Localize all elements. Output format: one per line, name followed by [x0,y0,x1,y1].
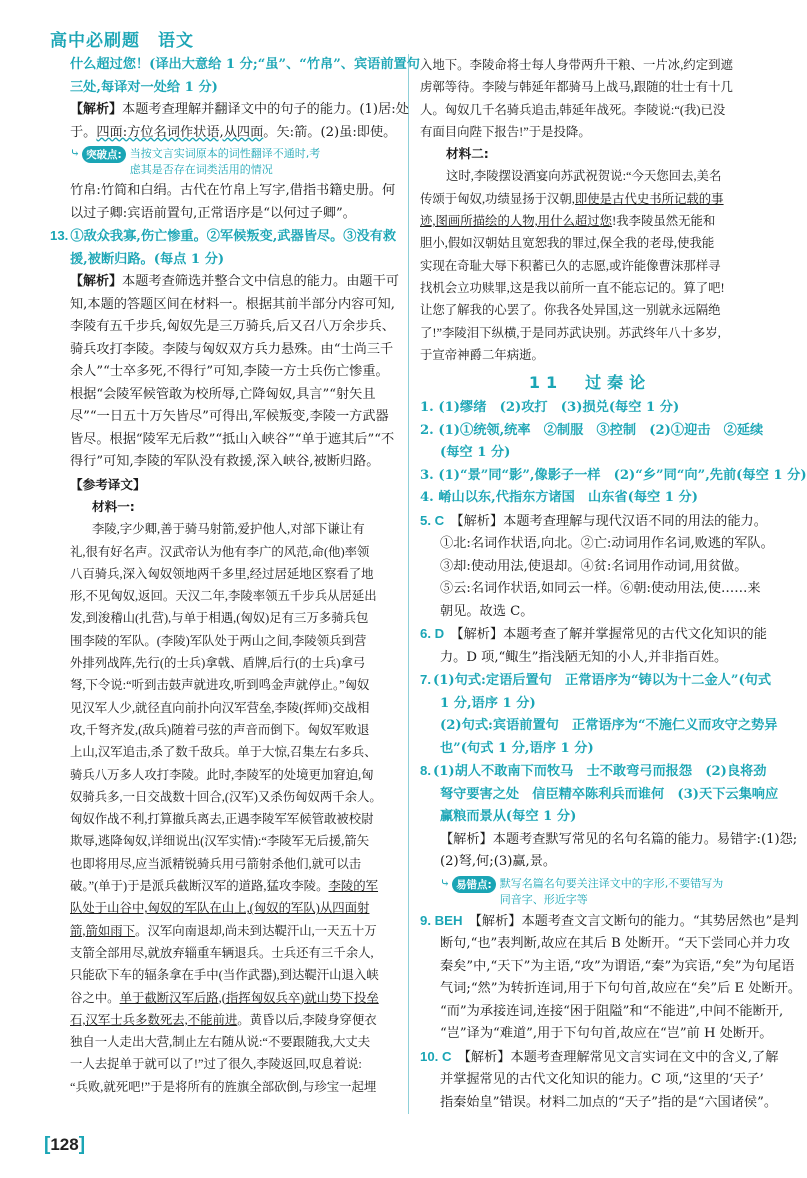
analysis-12-line: 竹帛:竹简和白绢。古代在竹帛上写字,借指书籍史册。何 [70,183,396,198]
analysis-13-line: 【解析】本题考查筛选并整合文中信息的能力。由题干可 [70,274,399,289]
translation-line: 独自一人走出大营,制止左右随从说:“不要跟随我,大丈夫 [70,1035,371,1050]
translation-line: 八百骑兵,深入匈奴领地两千多里,经过居延地区察看了地 [70,566,374,581]
answer-6: 6. D 【解析】本题考查了解并掌握常见的古代文化知识的能 [420,626,767,643]
translation-line: 发,到浚稽山(扎营),与单于相遇,(匈奴)足有三万多骑兵包 [70,611,369,626]
translation-line: 箭,箭如雨下。汉军向南退却,尚未到达鞮汗山,一天五十万 [70,923,377,938]
analysis-9-line: “而”为承接连词,连接“困于阻隘”和“不能进”,中间不能断开, [440,1003,784,1019]
translation-line: 外排列战阵,先行(的士兵)拿戟、盾牌,后行(的士兵)拿弓 [70,656,366,671]
translation-line: 找机会立功赎罪,这是我以前所一直不能忘记的。算了吧! [420,280,725,295]
arrow-icon: ⤷ [70,146,81,160]
translation-line: 队处于山谷中,匈奴的军队在山上,(匈奴的军队)从四面射 [70,901,370,916]
answer-8: 8. (1)胡人不敢南下而牧马 士不敢弯弓而报怨 (2)良将劲 [420,763,767,780]
analysis-13-line: 皆尽。根据“陵军无后救”“抵山入峡谷”“单于遮其后”“不 [70,431,395,447]
translation-line: 欺辱,逃降匈奴,详细说出(汉军实情):“李陵军无后援,箭矢 [70,834,370,849]
page-header-title: 高中必刷题 语文 [50,31,194,51]
translation-line: 传颂于匈奴,功绩显扬于汉朝,即使是古代史书所记载的事 [420,191,724,206]
tip-box-breakthrough: ⤷ 突破点: 当按文言实词原本的词性翻译不通时,考 虑其是否存在词类活用的情况 [70,146,321,176]
answer-7-line: 也”(句式 1 分,语序 1 分) [440,740,594,756]
translation-line: 石,汉军士兵多数死去,不能前进。黄昏以后,李陵身穿便衣 [70,1012,377,1027]
translation-line: 上山,汉军追击,杀了数千敌兵。单于大惊,召集左右多兵、 [70,745,377,760]
analysis-9-line: 断句,“也”表判断,故应在其后 B 处断开。“天下尝同心并力攻 [440,936,790,952]
translation-line: 骑兵八万多人攻打李陵。此时,李陵军的处境更加窘迫,匈 [70,767,374,782]
answer-8-line: 弩守要害之处 信臣精卒陈利兵而谁何 (3)天下云集响应 [440,786,779,802]
translation-line: 让您了解我的心罢了。你我各处异国,这一别就永远隔绝 [420,303,721,318]
analysis-9-line: 秦矣”中,“天下”为主语,“攻”为谓语,“秦”为宾语,“矣”为句尾语 [440,958,795,974]
answer-7-line: 1 分,语序 1 分) [440,695,536,711]
analysis-10-line: 并掌握常见的古代文化知识的能力。C 项,“这里的‘天子’ [440,1072,764,1088]
translation-line: 人。匈奴几千名骑兵追击,韩延年战死。李陵说:“(我)已没 [420,102,726,117]
reference-translation-title: 【参考译文】 [70,476,146,492]
translation-line: 攻,千弩齐发,(敌兵)随着弓弦的声音而倒下。匈奴军败退 [70,722,370,737]
translation-line: 胆小,假如汉朝姑且宽恕我的罪过,保全我的老母,使我能 [420,236,715,251]
analysis-5-line: ③却:使动用法,使退却。④贫:名词用作动词,用贫做。 [440,558,748,574]
analysis-13-line: 知,本题的答题区间在材料一。根据其前半部分内容可知, [70,296,395,312]
analysis-12-line: 以过子卿:宾语前置句,正常语序是“以何过子卿”。 [70,205,356,221]
translation-line: 虏鄣等待。李陵与韩延年都骑马上战马,跟随的壮士有十几 [420,80,733,95]
arrow-icon: ⤷ [440,875,451,890]
analysis-tag: 【解析】 [70,102,123,117]
analysis-13-line: 骑兵攻打李陵。李陵与匈奴双方兵力悬殊。由“士尚三千 [70,341,394,357]
section-title: 11 过秦论 [528,373,652,393]
column-divider [408,54,409,1114]
material-2-title: 材料二: [446,146,489,162]
answer-3: 3. (1)“景”同“影”,像影子一样 (2)“乡”同“向”,先前(每空 1 分) [420,467,807,483]
analysis-13-line: 得行”可知,李陵的军队没有救援,深入峡谷,被断归路。 [70,454,380,469]
translation-line: 围李陵的军队。(李陵)军队处于两山之间,李陵领兵到营 [70,633,367,648]
analysis-12-line: 【解析】本题考查理解并翻译文中的句子的能力。(1)居:处 [70,102,409,117]
translation-line: 也即将用尽,应当派精锐骑兵用弓箭射杀他们,就可以击 [70,856,362,871]
answer-2-scoring: (每空 1 分) [440,445,511,461]
analysis-6-line: 力。D 项,“鲰生”指浅陋无知的小人,并非指百姓。 [440,649,728,665]
answer-2: 2. (1)①统领,统率 ②制服 ③控制 (2)①迎击 ②延续 [420,422,764,438]
translation-line: 这时,李陵摆设酒宴向苏武祝贺说:“今天您回去,美名 [446,169,722,184]
analysis-5-line: 朝见。故选 C。 [440,603,534,619]
answer-9: 9. BEH 【解析】本题考查文言文断句的能力。“其势居然也”是判 [420,912,799,929]
answer-8-line: 赢粮而景从(每空 1 分) [440,809,577,825]
translation-line: 一人去捉单于就可以了!”过了很久,李陵返回,叹息着说: [70,1057,362,1072]
translation-line: 奴骑兵多,一日交战数十回合,(汉军)又杀伤匈奴两千余人。 [70,789,382,804]
translation-line: 了!”李陵泪下纵横,于是同苏武诀别。苏武终年八十多岁, [420,325,721,340]
translation-line: 只能砍下车的辐条拿在手中(当作武器),到达鞮汗山退入峡 [70,968,379,983]
translation-line: 支箭全部用尽,就放弃辎重车辆退兵。士兵还有三千余人, [70,945,374,960]
tip-box-error-prone: ⤷ 易错点: 默写名篇名句要关注译文中的字形,不要错写为 同音字、形近字等 [440,875,724,906]
translation-line: 于宣帝神爵二年病逝。 [420,347,544,362]
translation-line: 形,不见匈奴,返回。天汉二年,李陵率领五千步兵从居延出 [70,589,377,604]
question-13-answer: 13. ①敌众我寡,伤亡惨重。②军候叛变,武器皆尽。③没有救 [50,228,397,244]
analysis-10-line: 指秦始皇”错误。材料二加点的“天子”指的是“六国诸侯”。 [440,1094,778,1110]
analysis-8-line: 【解析】本题考查默写常见的名句名篇的能力。易错字:(1)怨; [440,831,798,847]
answer-10: 10. C 【解析】本题考查理解常见文言实词在文中的含义,了解 [420,1048,779,1065]
translation-line: “兵败,就死吧!”于是将所有的旌旗全部砍倒,与珍宝一起埋 [70,1079,377,1094]
left-column [50,54,420,1098]
translation-line: 礼,很有好名声。汉武帝认为他有李广的风范,命(他)率领 [70,544,370,559]
translation-line: 破。”(单于)于是派兵截断汉军的道路,猛攻李陵。李陵的军 [70,879,379,894]
translation-line: 匈奴作战不利,打算撤兵离去,正遇李陵军军候管敢被校尉 [70,812,374,827]
translation-line: 迹,图画所描绘的人物,用什么超过您!我李陵虽然无能和 [420,214,716,229]
translation-line: 入地下。李陵命将士每人身带两升干粮、一片冰,约定到遮 [420,58,733,72]
answer-4: 4. 崤山以东,代指东方诸国 山东省(每空 1 分) [420,490,698,506]
question-13-answer: 援,被断归路。(每点 1 分) [70,251,225,267]
answer-5: 5. C 【解析】本题考查理解与现代汉语不同的用法的能力。 [420,512,767,529]
translation-line: 实现在奇耻大辱下积蓄已久的志愿,或许能像曹沫那样寻 [420,258,721,273]
tip-badge: 易错点: [452,876,496,893]
analysis-13-line: 尽”“一日五十万矢皆尽”可得出,军候叛变,李陵一方武器 [70,409,389,424]
analysis-5-line: ①北:名词作状语,向北。②亡:动词用作名词,败逃的军队。 [440,536,774,552]
translation-line: 见汉军人少,就径直向前扑向汉军营垒,李陵(挥师)交战相 [70,700,370,715]
analysis-12-line: 于。四面:方位名词作状语,从四面。矢:箭。(2)虽:即使。 [70,124,397,140]
right-column [420,54,807,1114]
analysis-8-line: (2)弩,何;(3)赢,景。 [440,854,557,870]
analysis-9-line: “岂”译为“难道”,用于下句句首,故应在“岂”前 H 处断开。 [440,1026,773,1042]
answer-1: 1. (1)缪绪 (2)攻打 (3)损兑(每空 1 分) [420,400,680,416]
answer-12-scoring: 三处,每译对一处给 1 分) [70,79,218,95]
highlighted-phrase: 四面:方位名词作状语,从四面 [96,124,264,140]
analysis-13-line: 余人”“士卒多死,不得行”可知,李陵一方士兵伤亡惨重。 [70,364,389,379]
translation-line: 有面目向陛下报告!”于是投降。 [420,124,591,139]
answer-7: 7. (1)句式:定语后置句 正常语序为“铸以为十二金人”(句式 [420,672,772,689]
tip-badge: 突破点: [82,146,126,163]
analysis-tag: 【解析】 [70,274,123,289]
answer-7-line: (2)句式:宾语前置句 正常语序为“不施仁义而攻守之势异 [440,718,778,734]
material-1-title: 材料一: [92,499,135,514]
page-number: [128] [44,1134,86,1155]
analysis-9-line: 气词;“然”为转折连词,用于下句句首,故应在“矣”后 E 处断开。 [440,981,802,997]
translation-line: 谷之中。单于截断汉军后路,(指挥匈奴兵卒)就山势下投垒 [70,990,379,1005]
analysis-5-line: ⑤云:名词作状语,如同云一样。⑥朝:使动用法,使……来 [440,581,761,597]
analysis-13-line: 根据“会陵军候管敢为校所辱,亡降匈奴,具言”“射矢且 [70,386,376,402]
answer-12-continued: 什么超过您！(译出大意给 1 分;“虽”、“竹帛”、宾语前置句 [70,57,420,72]
translation-line: 弩,下令说:“听到击鼓声就进攻,听到鸣金声就停止。”匈奴 [70,678,370,693]
translation-line: 李陵,字少卿,善于骑马射箭,爱护他人,对部下谦让有 [92,522,365,537]
analysis-13-line: 李陵有五千步兵,匈奴先是三万骑兵,后又召八万余步兵、 [70,319,395,334]
